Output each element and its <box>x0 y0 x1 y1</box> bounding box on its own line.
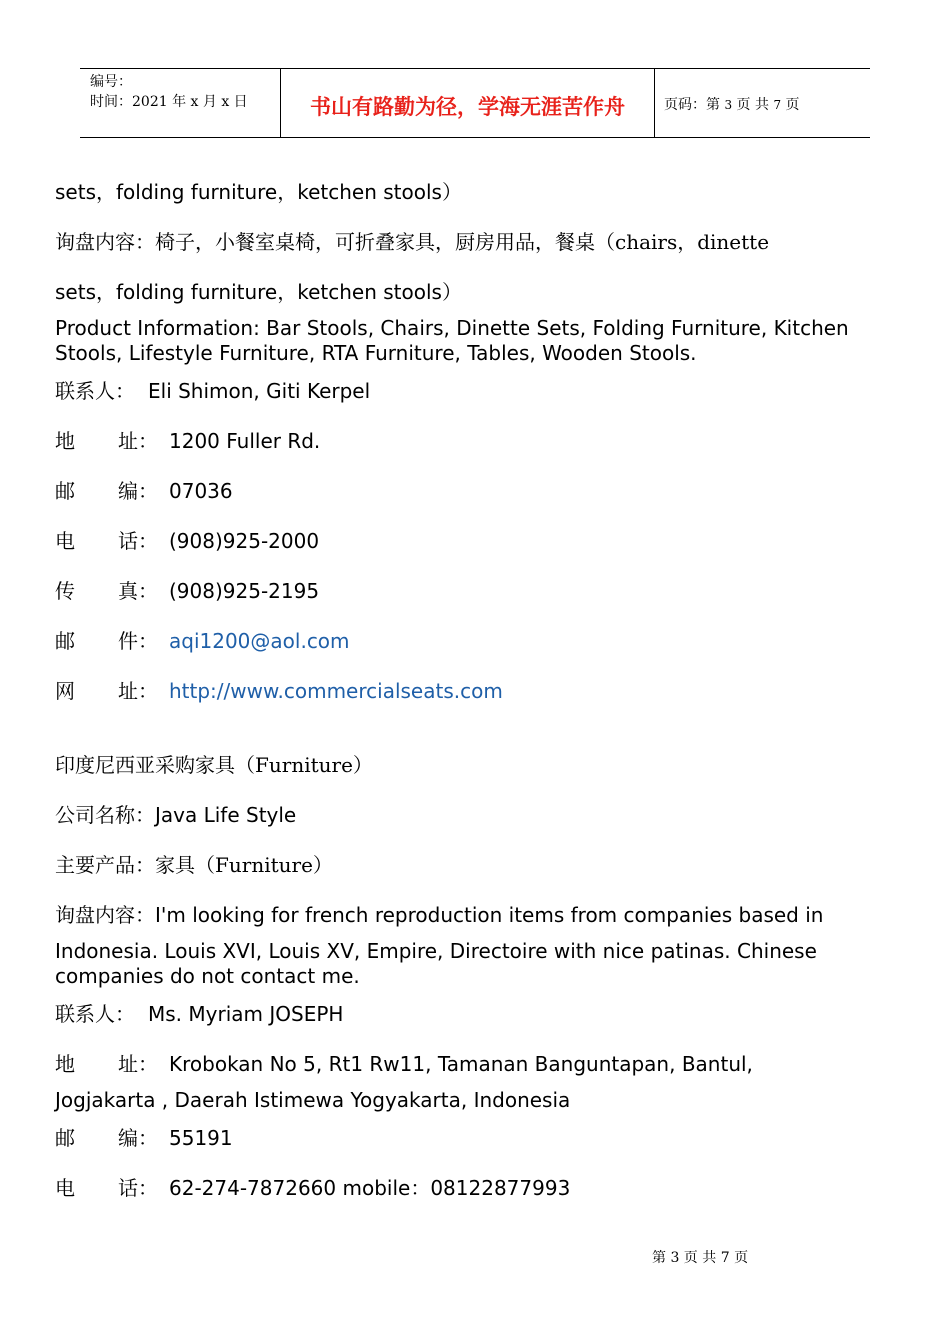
product-row <box>55 852 333 878</box>
zip-label-b: 编： <box>118 479 158 503</box>
email-row <box>55 628 350 654</box>
contact-label-2: 联系人： <box>55 1002 135 1026</box>
zip-value: 07036 <box>169 479 233 503</box>
inquiry-line <box>55 229 769 255</box>
address-label-a-2: 地 <box>55 1052 75 1076</box>
fax-row <box>55 578 320 604</box>
address-continuation: Jogjakarta , Daerah Istimewa Yogyakarta, Indonesia <box>55 1088 571 1112</box>
zip-label-a: 邮 <box>55 479 75 503</box>
header-left-cell <box>80 69 280 137</box>
contact-row <box>55 378 370 404</box>
contact-row-2 <box>55 1001 343 1027</box>
zip-value-2: 55191 <box>169 1126 233 1150</box>
tel-label-a-2: 电 <box>55 1176 75 1200</box>
zip-label-b-2: 编： <box>118 1126 158 1150</box>
page-indicator <box>664 94 800 114</box>
page-footer: 第 3 页 共 7 页 <box>652 1250 749 1266</box>
contact-value-2: Ms. Myriam JOSEPH <box>148 1002 344 1026</box>
company-row <box>55 802 296 828</box>
tel-value-2: 62-274-7872660 mobile：08122877993 <box>169 1176 571 1200</box>
date-label: 时间：2021 年 x 月 x 日 <box>90 94 248 110</box>
company-label: 公司名称： <box>55 803 155 827</box>
page-total: 7 <box>773 98 782 112</box>
contact-value: Eli Shimon, Giti Kerpel <box>148 379 371 403</box>
tel-label-a: 电 <box>55 529 75 553</box>
contact-label: 联系人： <box>55 379 135 403</box>
inquiry-row-2 <box>55 902 823 928</box>
tel-value: (908)925-2000 <box>169 529 320 553</box>
page-prefix: 页码：第 <box>664 97 720 113</box>
inquiry-label-2: 询盘内容： <box>55 903 155 927</box>
inquiry-continuation-2: sets，folding furniture，ketchen stools） <box>55 280 462 304</box>
fax-value: (908)925-2195 <box>169 579 320 603</box>
tel-row <box>55 528 320 554</box>
tel-row-2 <box>55 1175 571 1201</box>
product-info-line-2: Stools, Lifestyle Furniture, RTA Furniture, Tables, Wooden Stools. <box>55 341 697 365</box>
page-number: 3 <box>724 98 733 112</box>
inquiry-label: 询盘内容： <box>55 230 155 254</box>
email-label-a: 邮 <box>55 629 75 653</box>
email-label-b: 件： <box>118 629 158 653</box>
address-value-2: Krobokan No 5, Rt1 Rw11, Tamanan Banguntapan, Bantul, <box>169 1052 753 1076</box>
zip-label-a-2: 邮 <box>55 1126 75 1150</box>
inquiry-continuation: sets，folding furniture，ketchen stools） <box>55 180 462 204</box>
section-title: 印度尼西亚采购家具（Furniture） <box>55 753 373 777</box>
address-row-2 <box>55 1051 753 1077</box>
page-header <box>80 68 870 138</box>
page-mid: 页 共 <box>736 97 769 113</box>
motto: 书山有路勤为径，学海无涯苦作舟 <box>310 94 625 119</box>
inquiry-continuation-3: Indonesia. Louis XVI, Louis XV, Empire, Directoire with nice patinas. Chinese <box>55 939 817 963</box>
company-value: Java Life Style <box>155 803 297 827</box>
address-label-a: 地 <box>55 429 75 453</box>
tel-label-b-2: 话： <box>118 1176 158 1200</box>
inquiry-value-2: I'm looking for french reproduction items from companies based in <box>155 903 824 927</box>
header-middle-cell <box>280 69 655 137</box>
zip-row-2 <box>55 1125 233 1151</box>
address-row <box>55 428 321 454</box>
website-link[interactable]: http://www.commercialseats.com <box>169 679 503 703</box>
fax-label-b: 真： <box>118 579 158 603</box>
web-label-a: 网 <box>55 679 75 703</box>
inquiry-text: 椅子，小餐室桌椅，可折叠家具，厨房用品，餐桌（chairs，dinette <box>155 230 770 254</box>
page-suffix: 页 <box>785 97 800 113</box>
address-label-b-2: 址： <box>118 1052 158 1076</box>
inquiry-continuation-4: companies do not contact me. <box>55 964 360 988</box>
web-label-b: 址： <box>118 679 158 703</box>
web-row <box>55 678 503 704</box>
serial-label: 编号： <box>90 74 132 90</box>
zip-row <box>55 478 233 504</box>
product-value: 家具（Furniture） <box>155 853 333 877</box>
email-link[interactable]: aqi1200@aol.com <box>169 629 350 653</box>
product-info-line-1: Product Information: Bar Stools, Chairs, Dinette Sets, Folding Furniture, Kitchen <box>55 316 849 340</box>
address-label-b: 址： <box>118 429 158 453</box>
tel-label-b: 话： <box>118 529 158 553</box>
address-value: 1200 Fuller Rd. <box>169 429 321 453</box>
fax-label-a: 传 <box>55 579 75 603</box>
header-right-cell <box>654 69 870 137</box>
product-label: 主要产品： <box>55 853 155 877</box>
